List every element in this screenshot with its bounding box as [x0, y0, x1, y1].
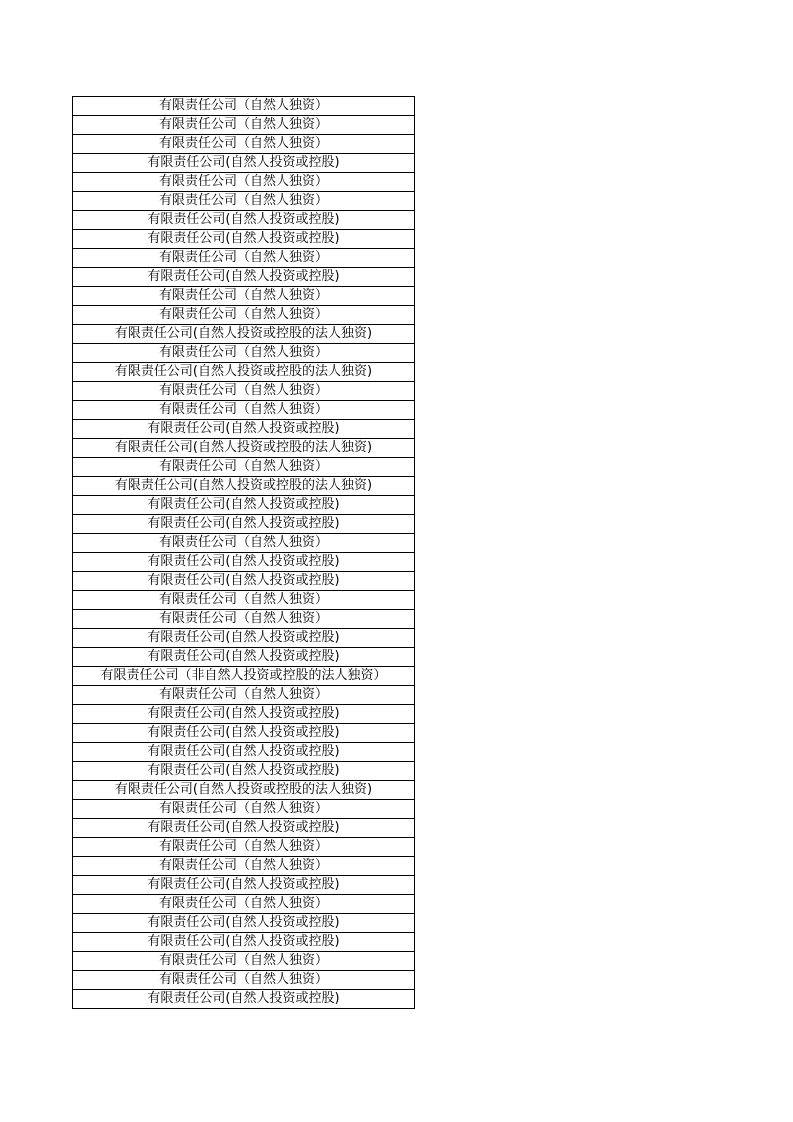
company-type-cell: 有限责任公司(自然人投资或控股): [73, 572, 415, 591]
company-type-cell: 有限责任公司（自然人独资）: [73, 173, 415, 192]
company-type-cell: 有限责任公司（自然人独资）: [73, 971, 415, 990]
table-row: [73, 990, 415, 1009]
company-type-cell: 有限责任公司（自然人独资）: [73, 458, 415, 477]
company-type-cell: 有限责任公司(自然人投资或控股): [73, 496, 415, 515]
company-type-cell: 有限责任公司(自然人投资或控股): [73, 553, 415, 572]
company-type-cell: 有限责任公司（自然人独资）: [73, 952, 415, 971]
company-type-cell: 有限责任公司（自然人独资）: [73, 857, 415, 876]
table-row: [73, 534, 415, 553]
table-row: [73, 211, 415, 230]
company-type-table: [72, 96, 415, 1009]
company-type-cell: 有限责任公司（自然人独资）: [73, 591, 415, 610]
table-row: [73, 477, 415, 496]
table-row: [73, 401, 415, 420]
company-type-cell: 有限责任公司（自然人独资）: [73, 344, 415, 363]
table-row: [73, 325, 415, 344]
table-row: [73, 363, 415, 382]
company-type-cell: 有限责任公司(自然人投资或控股): [73, 933, 415, 952]
company-type-cell: 有限责任公司（自然人独资）: [73, 382, 415, 401]
table-row: [73, 686, 415, 705]
table-row: [73, 819, 415, 838]
company-type-cell: 有限责任公司(自然人投资或控股): [73, 876, 415, 895]
company-type-cell: 有限责任公司(自然人投资或控股): [73, 743, 415, 762]
company-type-cell: 有限责任公司（自然人独资）: [73, 686, 415, 705]
table-row: [73, 230, 415, 249]
table-row: [73, 553, 415, 572]
company-type-cell: 有限责任公司（自然人独资）: [73, 534, 415, 553]
company-type-cell: 有限责任公司(自然人投资或控股): [73, 762, 415, 781]
table-row: [73, 724, 415, 743]
table-row: [73, 914, 415, 933]
table-row: [73, 838, 415, 857]
table-row: [73, 705, 415, 724]
table-row: [73, 420, 415, 439]
table-row: [73, 192, 415, 211]
table-row: [73, 591, 415, 610]
table-row: [73, 306, 415, 325]
company-type-cell: 有限责任公司(自然人投资或控股): [73, 724, 415, 743]
table-row: [73, 667, 415, 686]
table-row: [73, 515, 415, 534]
company-type-cell: 有限责任公司（自然人独资）: [73, 249, 415, 268]
table-row: [73, 496, 415, 515]
table-row: [73, 933, 415, 952]
table-row: [73, 135, 415, 154]
table-row: [73, 439, 415, 458]
company-type-cell: 有限责任公司（自然人独资）: [73, 800, 415, 819]
table-row: [73, 971, 415, 990]
company-type-cell: 有限责任公司（非自然人投资或控股的法人独资）: [73, 667, 415, 686]
table-row: [73, 800, 415, 819]
company-type-cell: 有限责任公司(自然人投资或控股): [73, 990, 415, 1009]
table-row: [73, 952, 415, 971]
company-type-cell: 有限责任公司(自然人投资或控股): [73, 420, 415, 439]
table-row: [73, 382, 415, 401]
company-type-cell: 有限责任公司(自然人投资或控股): [73, 914, 415, 933]
company-type-cell: 有限责任公司（自然人独资）: [73, 116, 415, 135]
company-type-cell: 有限责任公司（自然人独资）: [73, 895, 415, 914]
table-row: [73, 97, 415, 116]
table-row: [73, 629, 415, 648]
table-row: [73, 458, 415, 477]
company-type-cell: 有限责任公司(自然人投资或控股的法人独资): [73, 439, 415, 458]
table-row: [73, 781, 415, 800]
table-row: [73, 249, 415, 268]
table-row: [73, 287, 415, 306]
company-type-cell: 有限责任公司(自然人投资或控股): [73, 154, 415, 173]
company-type-cell: 有限责任公司（自然人独资）: [73, 401, 415, 420]
company-type-cell: 有限责任公司(自然人投资或控股): [73, 515, 415, 534]
table-row: [73, 857, 415, 876]
company-type-cell: 有限责任公司(自然人投资或控股): [73, 268, 415, 287]
company-type-cell: 有限责任公司（自然人独资）: [73, 838, 415, 857]
table-row: [73, 344, 415, 363]
company-type-cell: 有限责任公司(自然人投资或控股): [73, 211, 415, 230]
table-row: [73, 610, 415, 629]
company-type-cell: 有限责任公司（自然人独资）: [73, 610, 415, 629]
table-row: [73, 895, 415, 914]
company-type-cell: 有限责任公司（自然人独资）: [73, 135, 415, 154]
table-row: [73, 572, 415, 591]
company-type-cell: 有限责任公司(自然人投资或控股): [73, 648, 415, 667]
table-row: [73, 762, 415, 781]
table-row: [73, 743, 415, 762]
table-row: [73, 154, 415, 173]
table-body: [73, 97, 415, 1009]
company-type-cell: 有限责任公司（自然人独资）: [73, 306, 415, 325]
company-type-cell: 有限责任公司(自然人投资或控股): [73, 705, 415, 724]
company-type-cell: 有限责任公司(自然人投资或控股的法人独资): [73, 477, 415, 496]
company-type-cell: 有限责任公司(自然人投资或控股的法人独资): [73, 325, 415, 344]
company-type-cell: 有限责任公司(自然人投资或控股的法人独资): [73, 363, 415, 382]
table-row: [73, 268, 415, 287]
company-type-cell: 有限责任公司(自然人投资或控股的法人独资): [73, 781, 415, 800]
table-row: [73, 648, 415, 667]
company-type-cell: 有限责任公司(自然人投资或控股): [73, 819, 415, 838]
company-type-cell: 有限责任公司(自然人投资或控股): [73, 629, 415, 648]
table-row: [73, 876, 415, 895]
company-type-cell: 有限责任公司（自然人独资）: [73, 192, 415, 211]
company-type-cell: 有限责任公司（自然人独资）: [73, 97, 415, 116]
table-row: [73, 173, 415, 192]
table-row: [73, 116, 415, 135]
company-type-cell: 有限责任公司(自然人投资或控股): [73, 230, 415, 249]
company-type-cell: 有限责任公司（自然人独资）: [73, 287, 415, 306]
